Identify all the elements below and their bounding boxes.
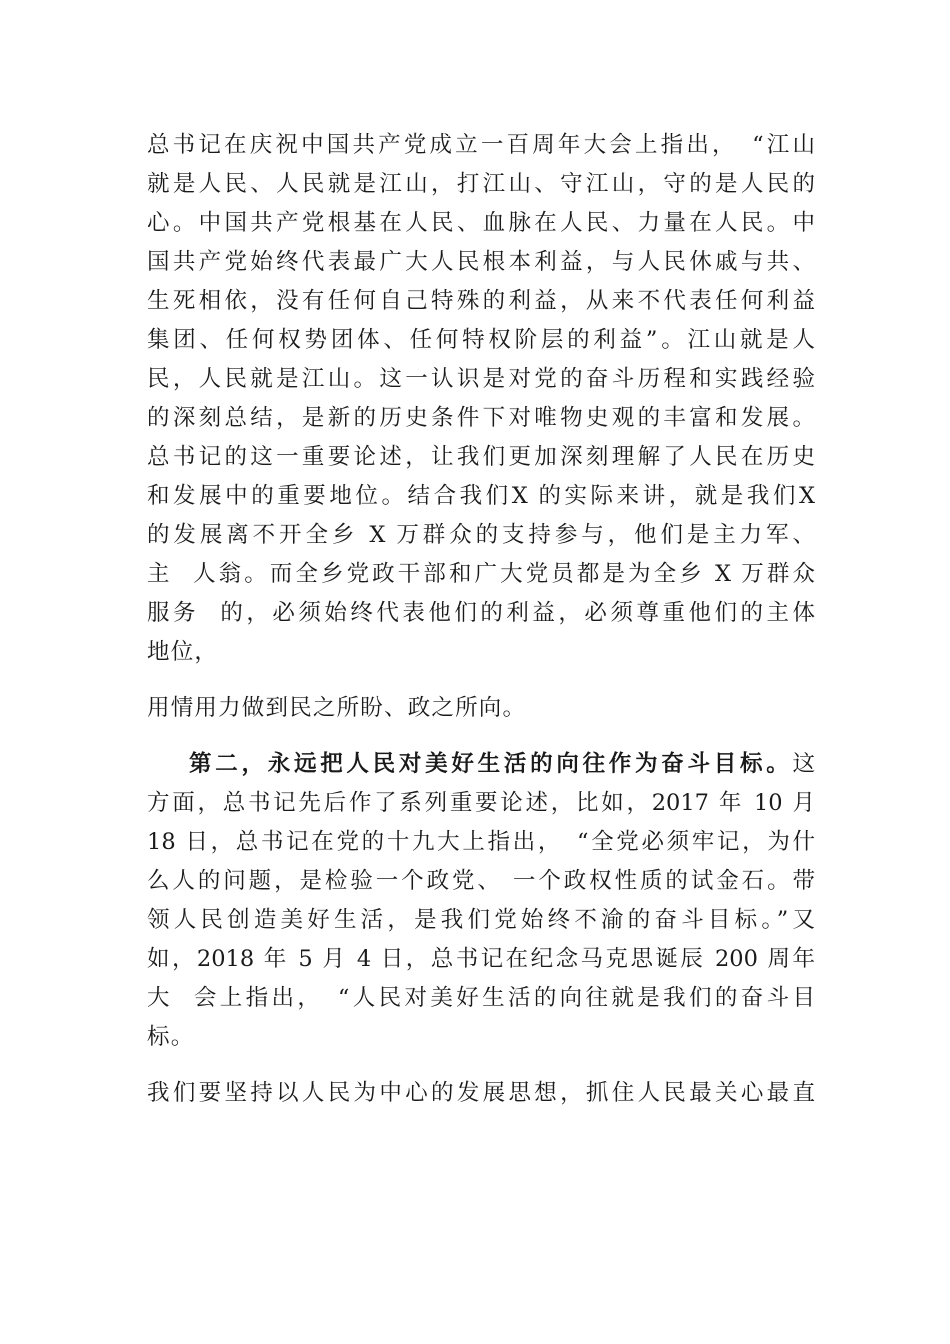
text-line: 民，人民就是江山。这一认识是对党的奋斗历程和实践经验: [147, 366, 815, 392]
text-line: 总书记的这一重要论述，让我们更加深刻理解了人民在历史: [147, 444, 815, 470]
document-page: [147, 126, 815, 1113]
text-line: 我们要坚持以人民为中心的发展思想，抓住人民最关心最直: [147, 1080, 815, 1106]
text-line: 如，2018 年 5 月 4 日，总书记在纪念马克思诞辰 200 周年: [147, 946, 815, 972]
text-line: 生死相依，没有任何自己特殊的利益，从来不代表任何利益: [147, 288, 815, 314]
paragraph-4: [147, 1074, 815, 1113]
text-line: 集团、任何权势团体、任何特权阶层的利益”。江山就是人: [147, 327, 815, 353]
text-line: 18 日，总书记在党的十九大上指出， “全党必须牢记，为什: [147, 829, 815, 855]
paragraph-gap: [147, 1057, 815, 1074]
paragraph-gap: [147, 728, 815, 745]
text-line: 心。中国共产党根基在人民、血脉在人民、力量在人民。中: [147, 210, 815, 236]
text-line: 大 会上指出， “人民对美好生活的向往就是我们的奋斗目: [147, 985, 815, 1011]
text-line: 国共产党始终代表最广大人民根本利益，与人民休戚与共、: [147, 249, 815, 275]
text-line: 就是人民、人民就是江山，打江山、守江山，守的是人民的: [147, 171, 815, 197]
text-line: 方面，总书记先后作了系列重要论述，比如，2017 年 10 月: [147, 790, 815, 816]
text-line: 的深刻总结，是新的历史条件下对唯物史观的丰富和发展。: [147, 405, 815, 431]
text-line: 地位，: [147, 639, 219, 665]
text-line: 标。: [147, 1024, 195, 1050]
text-line: 总书记在庆祝中国共产党成立一百周年大会上指出， “江山: [147, 132, 815, 158]
text-line: 的发展离不开全乡 X 万群众的支持参与，他们是主力军、: [147, 522, 815, 548]
paragraph-2: [147, 689, 815, 728]
text-line: 服务 的，必须始终代表他们的利益，必须尊重他们的主体: [147, 600, 815, 626]
heading-continuation: 这: [792, 751, 815, 777]
text-line: 用情用力做到民之所盼、政之所向。: [147, 695, 527, 721]
paragraph-1: [147, 126, 815, 672]
text-line: 么人的问题，是检验一个政党、 一个政权性质的试金石。带: [147, 868, 815, 894]
text-line: [147, 745, 815, 784]
section-heading: 第二，永远把人民对美好生活的向往作为奋斗目标。: [189, 751, 793, 777]
paragraph-3: [147, 745, 815, 1057]
text-line: 主 人翁。而全乡党政干部和广大党员都是为全乡 X 万群众: [147, 561, 815, 587]
text-line: 领人民创造美好生活，是我们党始终不渝的奋斗目标。”又: [147, 907, 815, 933]
text-line: 和发展中的重要地位。结合我们X 的实际来讲，就是我们X: [147, 483, 815, 509]
paragraph-gap: [147, 672, 815, 689]
